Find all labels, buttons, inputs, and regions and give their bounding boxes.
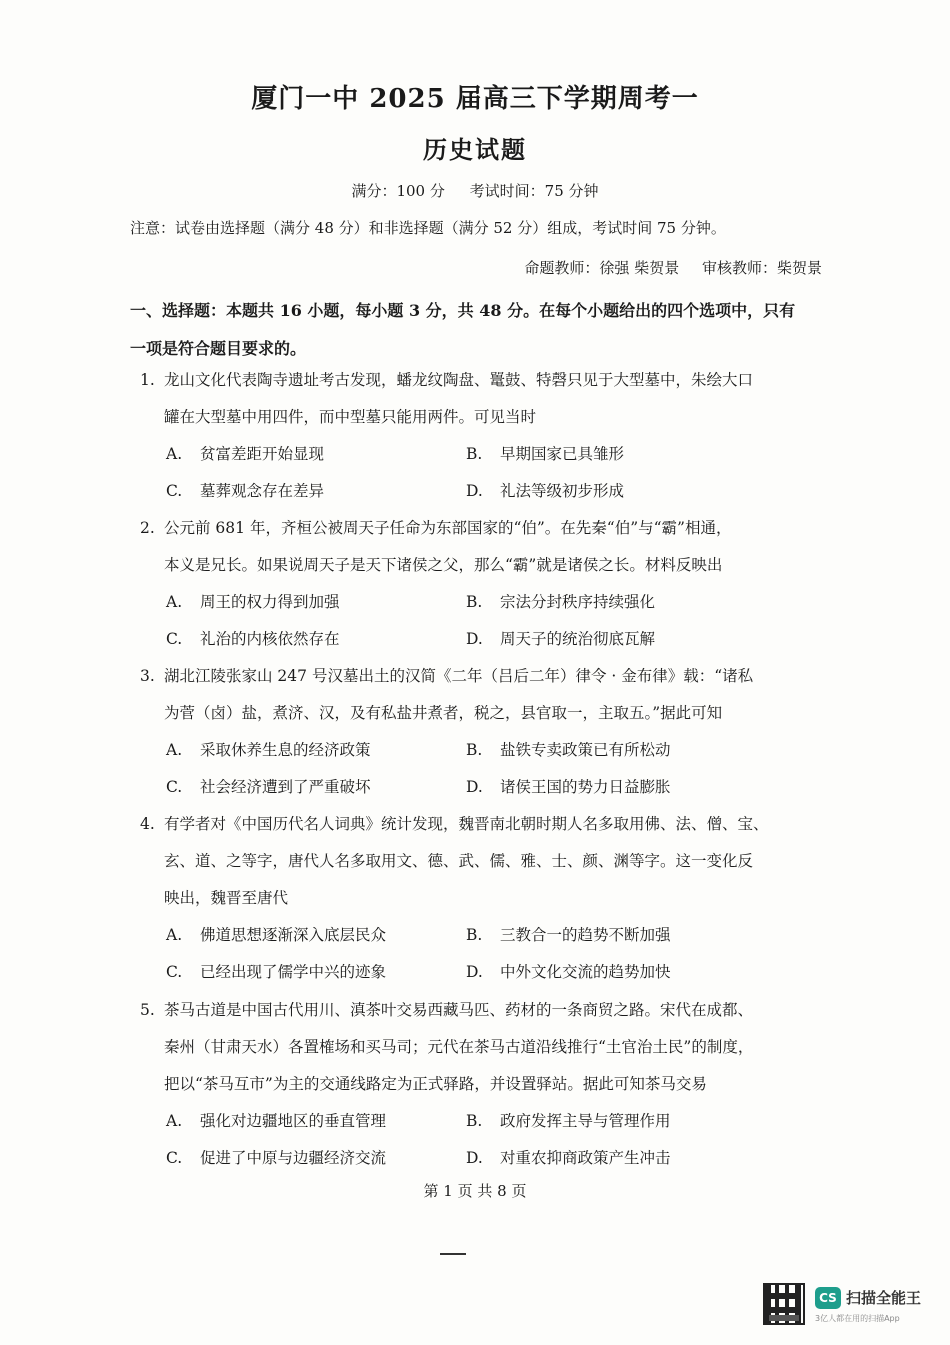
- question-stem-cont: 罐在大型墓中用四件，而中型墓只能用两件。可见当时: [164, 408, 537, 426]
- question-stem-cont: 秦州（甘肃天水）各置榷场和买马司；元代在茶马古道沿线推行“土官治土民”的制度，: [164, 1038, 754, 1056]
- question-stem: 有学者对《中国历代名人词典》统计发现，魏晋南北朝时期人名多取用佛、法、僧、宝、: [164, 815, 769, 833]
- option-a[interactable]: A. 采取休养生息的经济政策: [166, 741, 371, 759]
- option-a[interactable]: A. 强化对边疆地区的垂直管理: [166, 1112, 387, 1130]
- options-row: [140, 1103, 830, 1140]
- question-4: [140, 806, 830, 991]
- setter: 命题教师：徐强 柴贺景: [524, 259, 680, 277]
- section-line-1: 一、选择题：本题共 16 小题，每小题 3 分，共 48 分。在每个小题给出的四个选项中，只有: [130, 301, 796, 320]
- divider: [440, 1253, 466, 1255]
- option-a[interactable]: A. 周王的权力得到加强: [166, 593, 340, 611]
- option-d[interactable]: D. 周天子的统治彻底瓦解: [466, 630, 656, 648]
- exam-time: 考试时间：75 分钟: [469, 182, 599, 200]
- option-d[interactable]: D. 中外文化交流的趋势加快: [466, 963, 671, 981]
- options-row: [140, 769, 830, 806]
- option-c[interactable]: C. 促进了中原与边疆经济交流: [166, 1149, 387, 1167]
- subject-title: 历史试题: [423, 135, 527, 164]
- option-b[interactable]: B. 三教合一的趋势不断加强: [466, 926, 671, 944]
- option-d[interactable]: D. 对重农抑商政策产生冲击: [466, 1149, 671, 1167]
- options-row: [140, 436, 830, 473]
- options-row: [140, 473, 830, 510]
- question-stem: 龙山文化代表陶寺遗址考古发现，蟠龙纹陶盘、鼍鼓、特磬只见于大型墓中，朱绘大口: [164, 371, 754, 389]
- option-a[interactable]: A. 贫富差距开始显现: [166, 445, 325, 463]
- section-heading: [130, 292, 830, 368]
- question-stem-cont: 把以“茶马互市”为主的交通线路定为正式驿路，并设置驿站。据此可知茶马交易: [164, 1075, 707, 1093]
- reviewer: 审核教师：柴贺景: [701, 259, 822, 277]
- options-row: [140, 954, 830, 991]
- option-c[interactable]: C. 礼治的内核依然存在: [166, 630, 340, 648]
- option-c[interactable]: C. 已经出现了儒学中兴的迹象: [166, 963, 387, 981]
- scanner-tagline: 3亿人都在用的扫描App: [815, 1314, 900, 1323]
- option-b[interactable]: B. 政府发挥主导与管理作用: [466, 1112, 671, 1130]
- question-stem-cont: 玄、道、之等字，唐代人名多取用文、德、武、儒、雅、士、颜、渊等字。这一变化反: [164, 852, 754, 870]
- option-d[interactable]: D. 礼法等级初步形成: [466, 482, 625, 500]
- question-stem-cont: 为菅（卤）盐，煮济、汉，及有私盐井煮者，税之，县官取一，主取五。”据此可知: [164, 704, 723, 722]
- question-number: 2.: [140, 519, 155, 537]
- options-row: [140, 621, 830, 658]
- question-number: 5.: [140, 1001, 155, 1019]
- question-number: 1.: [140, 371, 155, 389]
- option-d[interactable]: D. 诸侯王国的势力日益膨胀: [466, 778, 671, 796]
- question-number: 3.: [140, 667, 155, 685]
- question-stem: 茶马古道是中国古代用川、滇茶叶交易西藏马匹、药材的一条商贸之路。宋代在成都、: [164, 1001, 754, 1019]
- option-a[interactable]: A. 佛道思想逐渐深入底层民众: [166, 926, 387, 944]
- notice: 注意：试卷由选择题（满分 48 分）和非选择题（满分 52 分）组成，考试时间 75 分钟。: [130, 219, 726, 237]
- question-stem: 公元前 681 年，齐桓公被周天子任命为东部国家的“伯”。在先秦“伯”与“霸”相通，: [164, 519, 732, 537]
- exam-title: 厦门一中 2025 届高三下学期周考一: [251, 84, 699, 114]
- option-b[interactable]: B. 早期国家已具雏形: [466, 445, 625, 463]
- question-number: 4.: [140, 815, 155, 833]
- option-b[interactable]: B. 宗法分封秩序持续强化: [466, 593, 656, 611]
- question-stem: 湖北江陵张家山 247 号汉墓出土的汉简《二年（吕后二年）律令 · 金布律》载：“诸私: [164, 667, 754, 685]
- question-1: [140, 362, 830, 510]
- option-b[interactable]: B. 盐铁专卖政策已有所松动: [466, 741, 671, 759]
- option-c[interactable]: C. 墓葬观念存在差异: [166, 482, 325, 500]
- question-stem-cont: 映出，魏晋至唐代: [164, 889, 289, 907]
- question-stem-cont: 本义是兄长。如果说周天子是天下诸侯之父，那么“霸”就是诸侯之长。材料反映出: [164, 556, 723, 574]
- question-3: [140, 658, 830, 806]
- options-row: [140, 1140, 830, 1177]
- qr-code-icon: [763, 1283, 805, 1325]
- score-time-line: [0, 180, 950, 201]
- options-row: [140, 732, 830, 769]
- scanner-app-name: 扫描全能王: [846, 1289, 922, 1307]
- full-score: 满分：100 分: [351, 182, 445, 200]
- camscanner-logo: CS: [815, 1287, 841, 1309]
- page-number: 第 1 页 共 8 页: [423, 1182, 527, 1200]
- option-c[interactable]: C. 社会经济遭到了严重破坏: [166, 778, 371, 796]
- options-row: [140, 584, 830, 621]
- options-row: [140, 917, 830, 954]
- question-5: [140, 992, 830, 1177]
- section-line-2: 一项是符合题目要求的。: [130, 339, 307, 358]
- question-2: [140, 510, 830, 658]
- teachers-line: [506, 257, 822, 278]
